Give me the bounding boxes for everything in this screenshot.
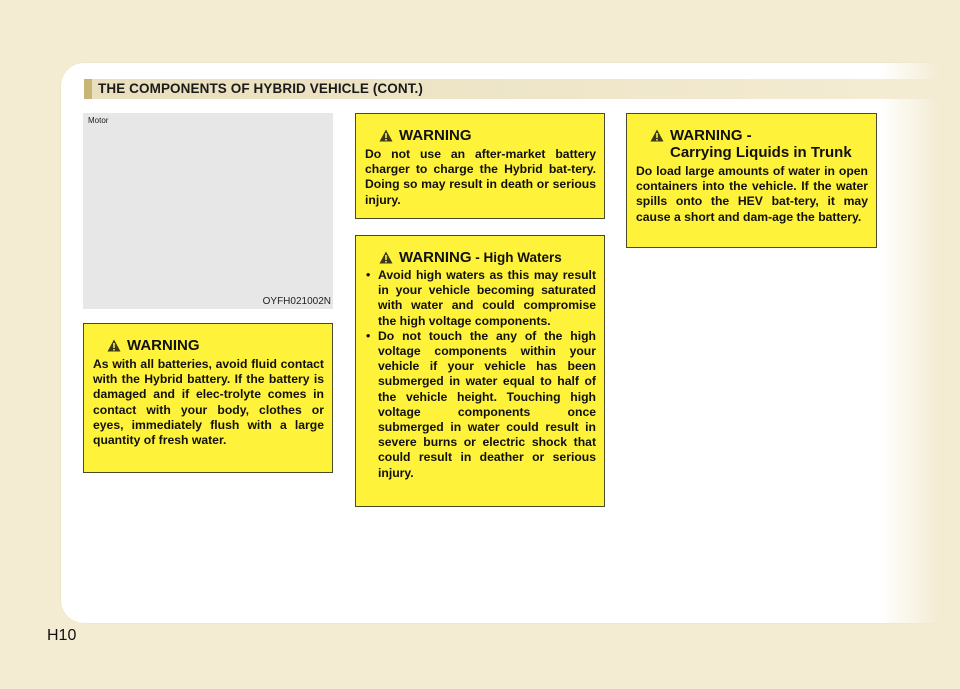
warning-body: As with all batteries, avoid fluid contact with the Hybrid battery. If the battery is damaged and if elec-trolyte comes in contact with your body, clothes or eyes, immediately flush with a large quantity of fresh water. bbox=[93, 357, 324, 448]
warning-icon bbox=[107, 339, 121, 352]
panel-fade bbox=[880, 62, 940, 624]
warning-title-suffix: - High Waters bbox=[471, 250, 562, 265]
list-item: • Avoid high waters as this may result in your vehicle becoming saturated with water and could compromise the high voltage components. bbox=[365, 268, 596, 329]
warning-icon bbox=[379, 129, 393, 142]
warning-trunk bbox=[626, 113, 877, 248]
warning-battery-fluid bbox=[83, 323, 333, 473]
figure-code: OYFH021002N bbox=[262, 296, 331, 307]
warning-body: Do not use an after-market battery charger to charge the Hybrid bat-tery. Doing so may result in death or serious injury. bbox=[365, 147, 596, 207]
warning-icon bbox=[379, 251, 393, 264]
warning-list bbox=[365, 268, 596, 481]
warning-body: Do load large amounts of water in open containers into the vehicle. If the water spills onto the HEV bat-tery, it may cause a short and dam-age the battery. bbox=[636, 164, 868, 224]
list-item: • Do not touch the any of the high voltage components within your vehicle if your vehicle has been submerged in water equal to half of the vehicle height. Touching high voltage components once submerged in water could result in severe burns or electric shock that could result in deather or serious injury. bbox=[365, 329, 596, 481]
warning-title: WARNING - High Waters bbox=[399, 249, 562, 266]
figure-label: Motor bbox=[88, 116, 109, 125]
warning-title: WARNING bbox=[127, 337, 200, 354]
motor-figure bbox=[83, 113, 333, 309]
page-number: H10 bbox=[47, 627, 77, 644]
warning-title-line2: Carrying Liquids in Trunk bbox=[670, 144, 852, 161]
section-heading-accent bbox=[84, 79, 92, 99]
warning-title: WARNING - Carrying Liquids in Trunk bbox=[670, 127, 852, 161]
warning-icon bbox=[650, 129, 664, 142]
warning-high-waters bbox=[355, 235, 605, 507]
section-title: THE COMPONENTS OF HYBRID VEHICLE (CONT.) bbox=[98, 81, 424, 96]
warning-title: WARNING bbox=[399, 127, 472, 144]
warning-charger bbox=[355, 113, 605, 219]
